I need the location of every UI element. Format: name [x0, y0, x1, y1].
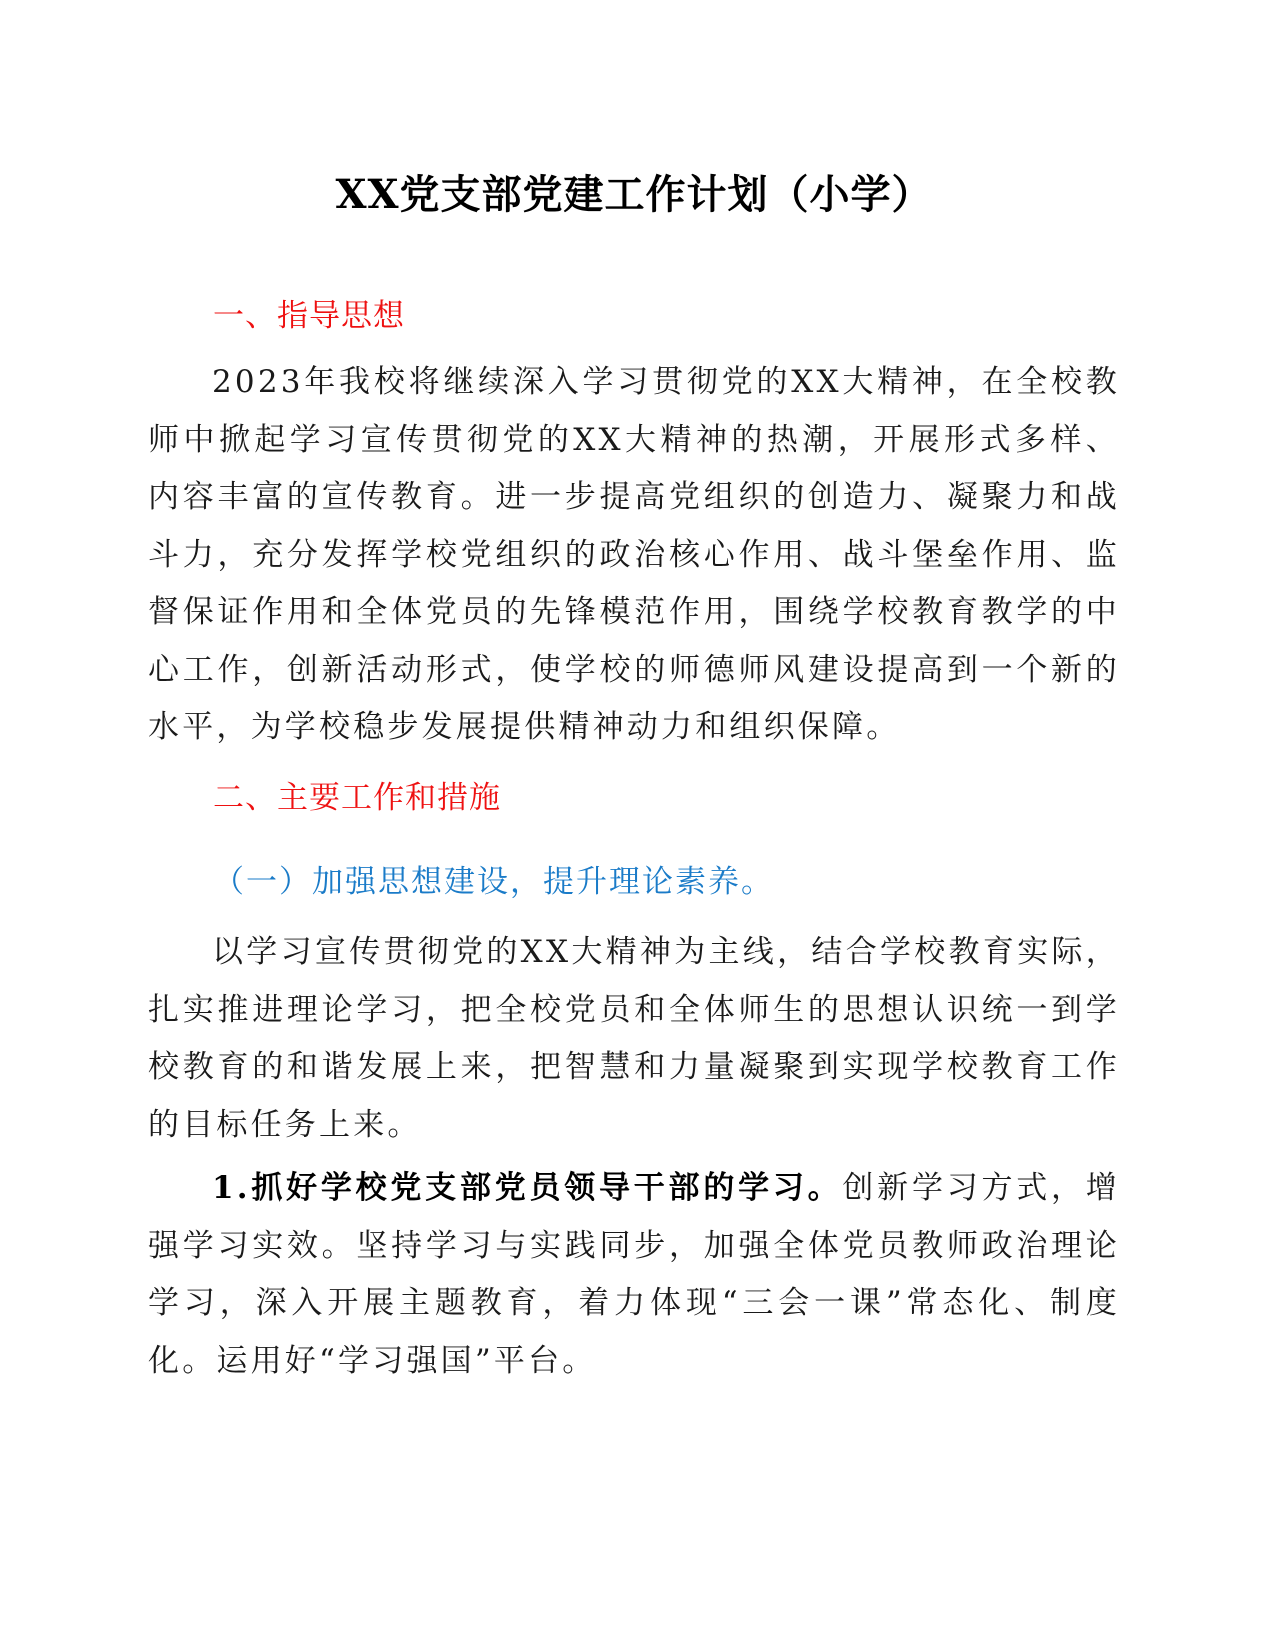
section-heading-guiding-ideology: 一、指导思想 [213, 298, 405, 334]
ideological-building-paragraph: 以学习宣传贯彻党的XX大精神为主线，结合学校教育实际，扎实推进理论学习，把全校党员和全体师生的思想认识统一到学校教育的和谐发展上来，把智慧和力量凝聚到实现学校教育工作的目标任务上来。 [148, 934, 1120, 1143]
subsection-heading-ideological-building: （一）加强思想建设，提升理论素养。 [213, 864, 774, 900]
document-title: XX党支部党建工作计划（小学） [335, 171, 933, 218]
item-1-text: 创新学习方式，增强学习实效。坚持学习与实践同步，加强全体党员教师政治理论学习，深入开展主题教育，着力体现“三会一课”常态化、制度化。运用好“学习强国”平台。 [148, 1170, 1120, 1379]
item-1-paragraph [148, 1160, 1120, 1390]
item-1-lead: 1.抓好学校党支部党员领导干部的学习。 [212, 1170, 843, 1206]
guiding-ideology-paragraph: 2023年我校将继续深入学习贯彻党的XX大精神，在全校教师中掀起学习宣传贯彻党的XX大精神的热潮，开展形式多样、内容丰富的宣传教育。进一步提高党组织的创造力、凝聚力和战斗力，充分发挥学校党组织的政治核心作用、战斗堡垒作用、监督保证作用和全体党员的先锋模范作用，围绕学校教育教学的中心工作，创新活动形式，使学校的师德师风建设提高到一个新的水平，为学校稳步发展提供精神动力和组织保障。 [148, 364, 1120, 745]
section-heading-main-work: 二、主要工作和措施 [213, 780, 501, 816]
